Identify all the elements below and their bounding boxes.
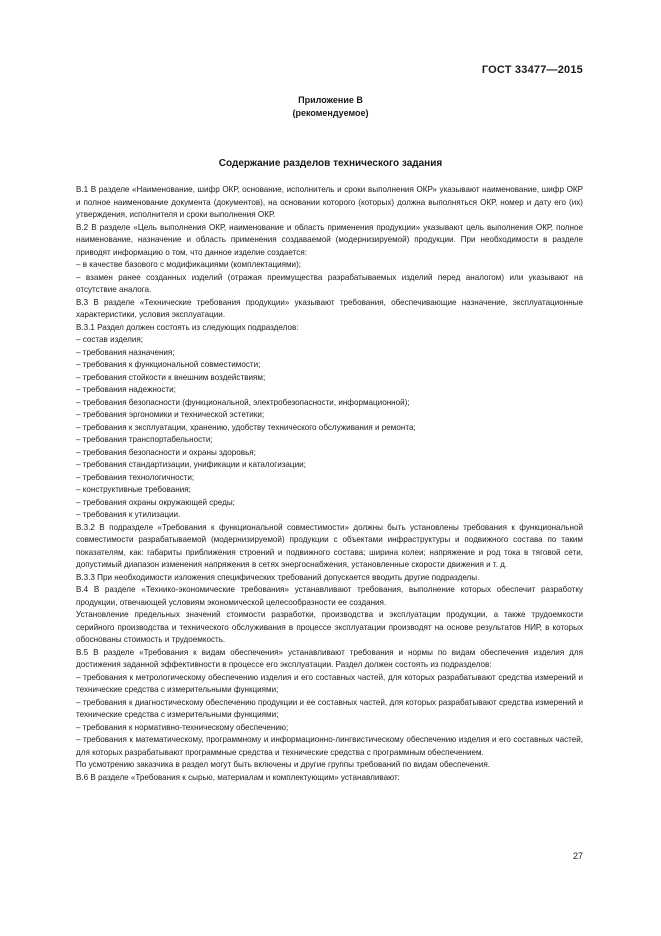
list-item: – требования стандартизации, унификации и каталогизации; <box>76 460 306 469</box>
list-item: – требования к диагностическому обеспечению продукции и ее составных частей, для которых разрабатывают средства измерений и технические средства с измерительными функциями; <box>76 697 583 719</box>
list-item: – требования к метрологическому обеспечению изделия и его составных частей, для которых разрабатывают средства измерений и технические средства с измерительными функциями; <box>76 672 583 694</box>
paragraph: В.2 В разделе «Цель выполнения ОКР, наименование и область применения продукции» указывают цель выполнения ОКР, полное наименование, назначение и область применения создаваемой (модернизируемой) продукции. При необходимости в разделе приводят информацию о том, что данное изделие создается: <box>76 222 583 257</box>
list-item: – конструктивные требования; <box>76 485 191 494</box>
list-item: – требования к нормативно-техническому обеспечению; <box>76 722 289 732</box>
paragraph: В.3.3 При необходимости изложения специфических требований допускается вводить другие подразделы. <box>76 572 480 582</box>
section-title: Содержание разделов технического задания <box>218 158 443 169</box>
list-item: – требования стойкости к внешним воздействиям; <box>76 372 266 382</box>
list-item: – требования безопасности (функциональной, электробезопасности, информационной); <box>76 397 410 407</box>
paragraph: В.3.1 Раздел должен состоять из следующих подразделов: <box>76 322 299 332</box>
appendix-label: Приложение В <box>298 95 363 105</box>
list-item: – требования к функциональной совместимости; <box>76 360 261 369</box>
list-item: – требования к эксплуатации, хранению, удобству технического обслуживания и ремонта; <box>76 422 416 432</box>
document-body <box>76 184 583 784</box>
paragraph: По усмотрению заказчика в раздел могут быть включены и другие группы требований по видам обеспечения. <box>76 760 491 769</box>
list-item: – требования назначения; <box>76 347 175 357</box>
standard-header: ГОСТ 33477—2015 <box>481 64 583 76</box>
appendix-status: (рекомендуемое) <box>292 108 369 118</box>
list-item: – состав изделия; <box>76 335 143 344</box>
paragraph: Установление предельных значений стоимости разработки, производства и эксплуатации продукции, а также трудоемкости серийного производства и технического обслуживания в процессе эксплуатации производят на основе результатов НИР, в которых обоснованы стоимость и трудоемкость. <box>76 610 583 644</box>
list-item: – взамен ранее созданных изделий (отражая преимущества разрабатываемых изделий перед аналогом) или указывают на отсутствие аналога. <box>76 272 583 294</box>
list-item: – требования охраны окружающей среды; <box>76 497 235 507</box>
paragraph: В.4 В разделе «Технико-экономические требования» устанавливают требования, выполнение которых обеспечит разработку продукции, отвечающей условиям экономической целесообразности ее создания. <box>76 585 583 607</box>
paragraph: В.3 В разделе «Технические требования продукции» указывают требования, обеспечивающие назначение, эксплуатационные характеристики, условия эксплуатации. <box>76 297 583 319</box>
list-item: – требования эргономики и технической эстетики; <box>76 410 265 419</box>
list-item: – в качестве базового с модификациями (комплектациями); <box>76 260 302 269</box>
list-item: – требования транспортабельности; <box>76 435 213 444</box>
paragraph: В.6 В разделе «Требования к сырью, материалам и комплектующим» устанавливают: <box>76 772 400 782</box>
list-item: – требования безопасности и охраны здоровья; <box>76 447 256 457</box>
paragraph: В.1 В разделе «Наименование, шифр ОКР, основание, исполнитель и сроки выполнения ОКР» указывают наименование, шифр ОКР и полное наименование документа (документов), на основании которого (которых) должна выполняться ОКР, номер и дату его (их) утверждения, исполнителя и сроки выполнения ОКР. <box>76 185 583 219</box>
list-item: – требования надежности; <box>76 385 176 394</box>
appendix-heading <box>0 94 661 120</box>
list-item: – требования к утилизации. <box>76 510 181 519</box>
paragraph: В.3.2 В подразделе «Требования к функциональной совместимости» должны быть установлены требования к функциональной совместимости разрабатываемой (модернизируемой) продукции с объектами инфраструктуры и подвижного состава по таким показателям, как: габариты приближения строений и подвижного состава; ширина колеи; напряжение и род тока в тяговой сети, допустимый диапазон изменения напряжения в сетях энергоснабжения, установленные скорости движения и т. д. <box>76 522 583 569</box>
page-number: 27 <box>572 851 583 861</box>
paragraph: В.5 В разделе «Требования к видам обеспечения» устанавливают требования и нормы по видам обеспечения изделия для достижения заданной эффективности в процессе его эксплуатации. Раздел должен состоять из подразделов: <box>76 647 583 669</box>
list-item: – требования к математическому, программному и информационно-лингвистическому обеспечению изделия и его составных частей, для которых разрабатывают программные средства и технические средства с программным обеспечением. <box>76 735 583 757</box>
list-item: – требования технологичности; <box>76 472 195 482</box>
